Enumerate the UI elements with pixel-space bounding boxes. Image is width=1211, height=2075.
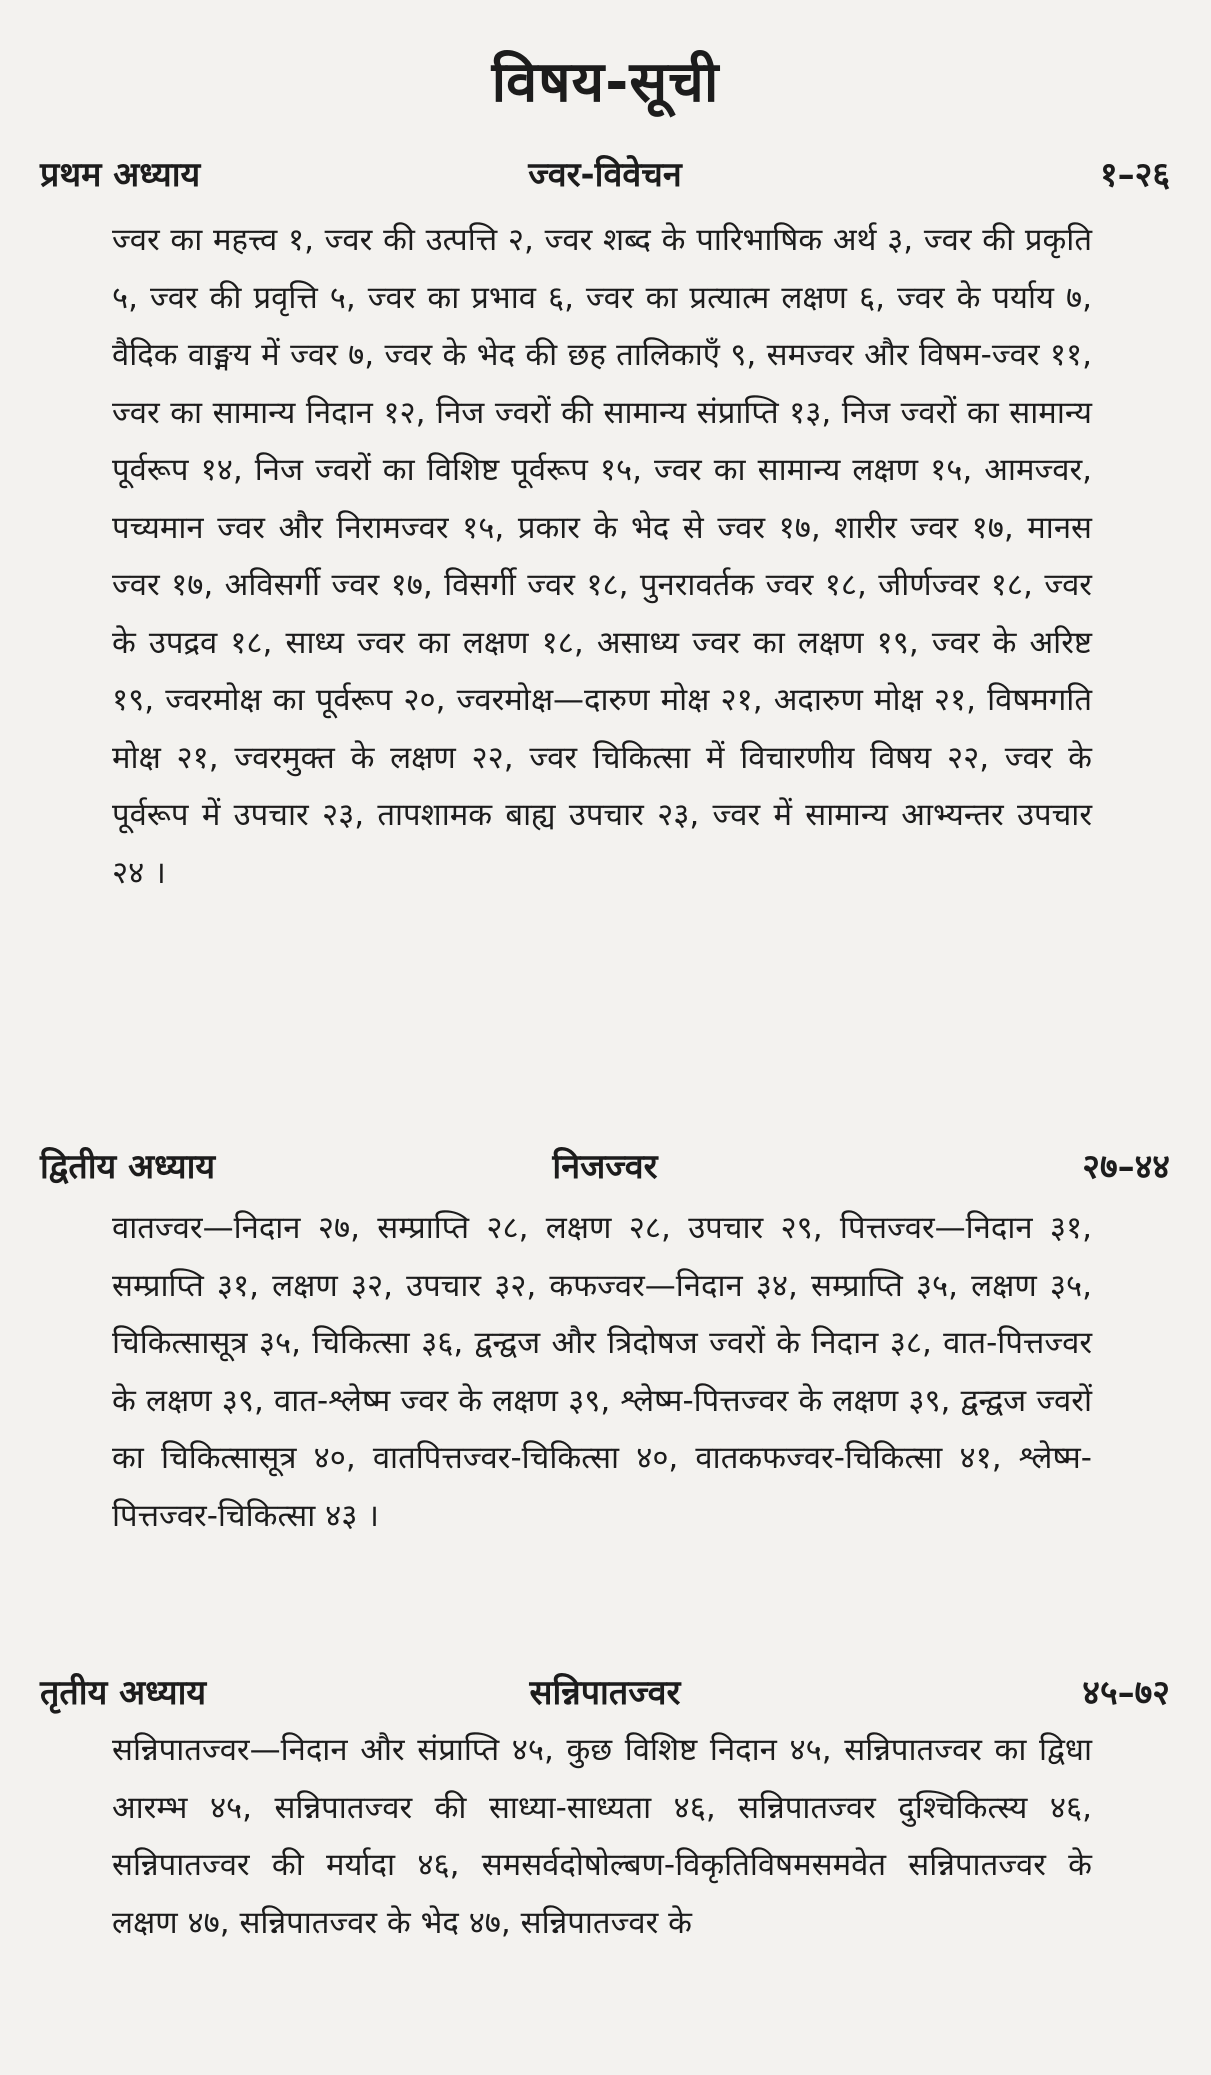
chapter-contents-2: वातज्वर—निदान २७, सम्प्राप्ति २८, लक्षण २८, उपचार २९, पित्तज्वर—निदान ३१, सम्प्राप्ति ३१, लक्षण ३२, उपचार ३२, कफज्वर—निदान ३४, सम्प्राप्ति ३५, लक्षण ३५, चिकित्सासूत्र ३५, चिकित्सा ३६, द्वन्द्वज और त्रिदोषज ज्वरों के निदान ३८, वात-पित्तज्वर के लक्षण ३९, वात-श्लेष्म ज्वर के लक्षण ३९, श्लेष्म-पित्तज्वर के लक्षण ३९, द्वन्द्वज ज्वरों का चिकित्सासूत्र ४०, वातपित्तज्वर-चिकित्सा ४०, वातकफज्वर-चिकित्सा ४१, श्लेष्म-पित्तज्वर-चिकित्सा ४३ । bbox=[112, 1210, 1092, 1534]
chapter-page-range: १–२६ bbox=[1099, 155, 1170, 195]
chapter-label: द्वितीय अध्याय bbox=[40, 1147, 216, 1187]
chapter-title: ज्वर-विवेचन bbox=[528, 155, 682, 195]
chapter-heading-1 bbox=[40, 150, 1170, 200]
page-title: विषय-सूची bbox=[491, 50, 720, 115]
chapter-heading-2 bbox=[40, 1142, 1170, 1192]
chapter-page-range: २७–४४ bbox=[1082, 1147, 1170, 1187]
chapter-heading-3 bbox=[40, 1668, 1170, 1718]
chapter-label: तृतीय अध्याय bbox=[40, 1673, 207, 1713]
chapter-contents-1: ज्वर का महत्त्व १, ज्वर की उत्पत्ति २, ज्वर शब्द के पारिभाषिक अर्थ ३, ज्वर की प्रकृति ५, ज्वर की प्रवृत्ति ५, ज्वर का प्रभाव ६, ज्वर का प्रत्यात्म लक्षण ६, ज्वर के पर्याय ७, वैदिक वाङ्मय में ज्वर ७, ज्वर के भेद की छह तालिकाएँ ९, समज्वर और विषम-ज्वर ११, ज्वर का सामान्य निदान १२, निज ज्वरों की सामान्य संप्राप्ति १३, निज ज्वरों का सामान्य पूर्वरूप १४, निज ज्वरों का विशिष्ट पूर्वरूप १५, ज्वर का सामान्य लक्षण १५, आमज्वर, पच्यमान ज्वर और निरामज्वर १५, प्रकार के भेद से ज्वर १७, शारीर ज्वर १७, मानस ज्वर १७, अविसर्गी ज्वर १७, विसर्गी ज्वर १८, पुनरावर्तक ज्वर १८, जीर्णज्वर १८, ज्वर के उपद्रव १८, साध्य ज्वर का लक्षण १८, असाध्य ज्वर का लक्षण १९, ज्वर के अरिष्ट १९, ज्वरमोक्ष का पूर्वरूप २०, ज्वरमोक्ष—दारुण मोक्ष २१, अदारुण मोक्ष २१, विषमगति मोक्ष २१, ज्वरमुक्त के लक्षण २२, ज्वर चिकित्सा में विचारणीय विषय २२, ज्वर के पूर्वरूप में उपचार २३, तापशामक बाह्य उपचार २३, ज्वर में सामान्य आभ्यन्तर उपचार २४ । bbox=[112, 222, 1092, 891]
chapter-title: निजज्वर bbox=[552, 1147, 658, 1187]
chapter-page-range: ४५–७२ bbox=[1082, 1673, 1170, 1713]
chapter-contents-3: सन्निपातज्वर—निदान और संप्राप्ति ४५, कुछ विशिष्ट निदान ४५, सन्निपातज्वर का द्विधा आरम्भ ४५, सन्निपातज्वर की साध्या-साध्यता ४६, सन्निपातज्वर दुश्चिकित्स्य ४६, सन्निपातज्वर की मर्यादा ४६, समसर्वदोषोल्बण-विकृतिविषमसमवेत सन्निपातज्वर के लक्षण ४७, सन्निपातज्वर के भेद ४७, सन्निपातज्वर के bbox=[112, 1732, 1092, 1941]
chapter-label: प्रथम अध्याय bbox=[40, 155, 201, 195]
chapter-title: सन्निपातज्वर bbox=[529, 1673, 681, 1713]
